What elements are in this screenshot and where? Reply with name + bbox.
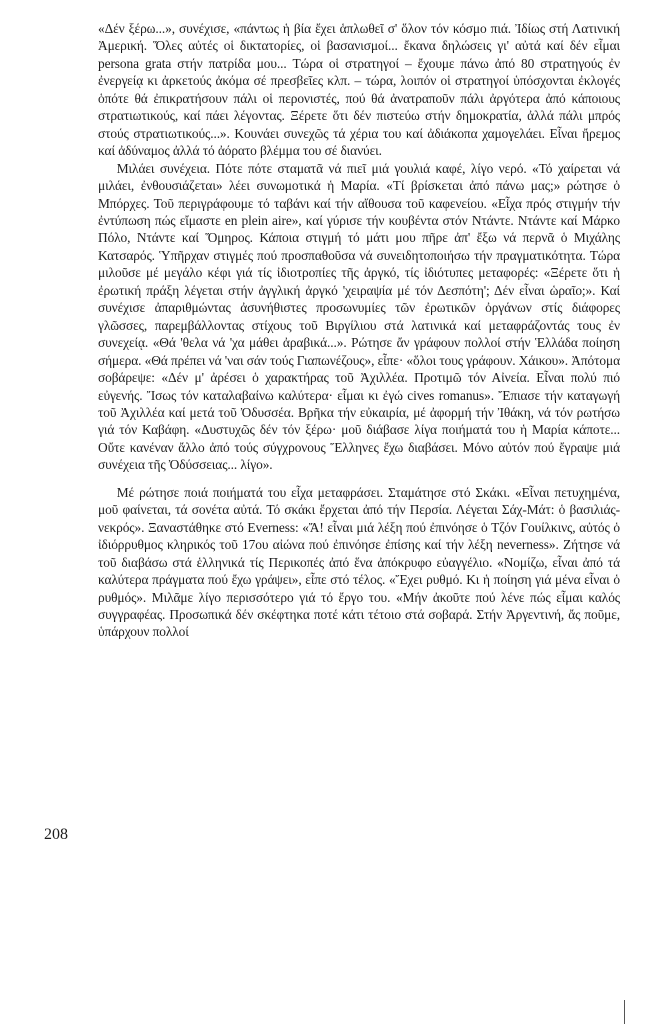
paragraph-3: Μέ ρώτησε ποιά ποιήματά του εἶχα μεταφράσει. Σταμάτησε στό Σκάκι. «Εἶναι πετυχημένα, μοῦ φαίνεται, τά σονέτα αὐτά. Τό σκάκι ἔρχεται ἀπό τήν Περσία. Λέγεται Σάχ-Μάτ: ὁ βασιλιάς-νεκρός». Ξαναστάθηκε στό Everness: «Ἄ! εἶναι μιά λέξη πού ἐπινόησε ὁ Τζόν Γουίλκινς, αὐτός ὁ ἰδιόρρυθμος κληρικός τοῦ 17ου αἰώνα πού ἐπινόησε ἐπίσης καί τήν λέξη neverness». Ζήτησε νά τοῦ διαβάσω στά ἑλληνικά τίς Περικοπές ἀπό ἕνα ἀπόκρυφο εὐαγγέλιο. «Νομίζω, εἶναι ἀπό τά καλύτερα πράγματα πού ἔχω γράψει», εἶπε στό τέλος. «Ἔχει ρυθμό. Κι ἡ ποίηση γιά μένα εἶναι ὁ ρυθμός». Μιλᾶμε λίγο περισσότερο γιά τό ἔργο του. «Μήν ἀκοῦτε πού λένε πώς εἶμαι καλός συγγραφέας. Προσωπικά δέν σκέφτηκα ποτέ κάτι τέτοιο στά σοβαρά. Στήν Ἀργεντινή, ἄς ποῦμε, ὑπάρχουν πολλοί bbox=[98, 484, 620, 640]
paragraph-2: Μιλάει συνέχεια. Πότε πότε σταματᾶ νά πιεῖ μιά γουλιά καφέ, λίγο νερό. «Τό χαίρεται νά μιλάει, ἐνθουσιάζεται» λέει συνωμοτικά ἡ Μαρία. «Τί βρίσκεται ἀπό πάνω μας;» ρώτησε ὁ Μπόρχες. Τοῦ περιγράφουμε τό ταβάνι καί τήν αἴθουσα τοῦ καφενείου. «Εἶχα πρός στιγμήν τήν ἐντύπωση πώς εἴμαστε en plein aire», καί γύρισε τήν κουβέντα στόν Ντάντε. Ντάντε καί Μάρκο Πόλο, Ντάντε καί Ὅμηρος. Κάποια στιγμή τό μάτι μου πῆρε ἀπ' ἔξω νά περνᾶ ὁ Μιχάλης Κατσαρός. Ὑπῆρχαν στιγμές πού προσπαθοῦσα νά συνειδητοποιήσω τήν πραγματικότητα. Τώρα μιλοῦσε μέ μεγάλο κέφι γιά τίς ἰδιοτροπίες τῆς ἀργκό, τίς ἰδιότυπες μεταφορές: «Ξέρετε ὅτι ἡ ἐρωτική πράξη λέγεται στήν ἀγγλική ἀργκό 'χειραψία μέ τόν Δεσπότη'; Δέν εἶναι ὡραῖο;». Καί συνέχισε ἀπαριθμώντας ἀσυνήθιστες προσωνυμίες τῶν ἐρωτικῶν ὀργάνων στίς διάφορες γλῶσσες, παρεμβάλλοντας στίχους τοῦ Βιργίλιου στά λατινικά καί μεταφράζοντάς τους ἐν συνεχείᾳ. «Θά 'θελα νά 'χα μάθει ἀραβικά...». Ρώτησε ἄν γράφουν πολλοί στήν Ἑλλάδα ποίηση σήμερα. «Θά πρέπει νά 'ναι σάν τούς Γιαπωνέζους», εἶπε· «ὅλοι τους γράφουν. Χάικου». Ἀπότομα σοβάρεψε: «Δέν μ' ἀρέσει ὁ χαρακτήρας τοῦ Ἀχιλλέα. Προτιμῶ τόν Αἰνεία. Εἶναι πολύ πιό εὐγενής. Ἴσως τόν καταλαβαίνω καλύτερα· εἶμαι κι ἐγώ cives romanus». Ἔπιασε τήν καταγωγή τοῦ Ἀχιλλέα καί μετά τοῦ Ὀδυσσέα. Βρῆκα τήν εὐκαιρία, μέ ἀφορμή τήν Ἰθάκη, νά τόν ρωτήσω γιά τόν Καβάφη. «Δυστυχῶς δέν τόν ξέρω· μοῦ διάβασε λίγα ποιήματά του ἡ Μαρία κάποτε... Οὔτε κανέναν ἄλλο ἀπό τούς σύγχρονους Ἕλληνες ἔχω διαβάσει. Μόνο αὐτόν πού ἔγραψε μιά συνέχεια τῆς Ὀδύσσειας... λίγο». bbox=[98, 160, 620, 473]
margin-rule bbox=[624, 1000, 625, 1024]
page-number: 208 bbox=[44, 826, 68, 843]
paragraph-1: «Δέν ξέρω...», συνέχισε, «πάντως ἡ βία ἔχει ἁπλωθεῖ σ' ὅλον τόν κόσμο πιά. Ἰδίως στή Λατινική Ἀμερική. Ὅλες αὐτές οἱ δικτατορίες, οἱ βασανισμοί... ἔκανα δηλώσεις γι' αὐτά καί δέν εἶμαι persona grata στήν πατρίδα μου... Τώρα οἱ στρατηγοί – ἔχουμε πάνω ἀπό 80 στρατηγούς ἐν ἐνεργείᾳ κι ἀρκετούς ἀκόμα σέ πρεσβεῖες κλπ. – τώρα, λοιπόν οἱ στρατηγοί ὑπόσχονται ἐκλογές ὁπότε θά ἐπικρατήσουν πάλι οἱ περονιστές, πού θά ἀνατραποῦν πάλι ἀργότερα ἀπό κάποιους στρατιωτικούς, καί πάει λέγοντας. Ξέρετε ὅτι δέν πιστεύω στήν δημοκρατία, ἀλλά πάλι μπρός στούς στρατιωτικούς...». Κουνάει συνεχῶς τά χέρια του καί ἀδιάκοπα χαμογελάει. Εἶναι ἤρεμος καί ἀδύναμος ἀλλά τό ἀόρατο βλέμμα του σέ διανύει. bbox=[98, 21, 620, 159]
body-text bbox=[98, 20, 620, 641]
